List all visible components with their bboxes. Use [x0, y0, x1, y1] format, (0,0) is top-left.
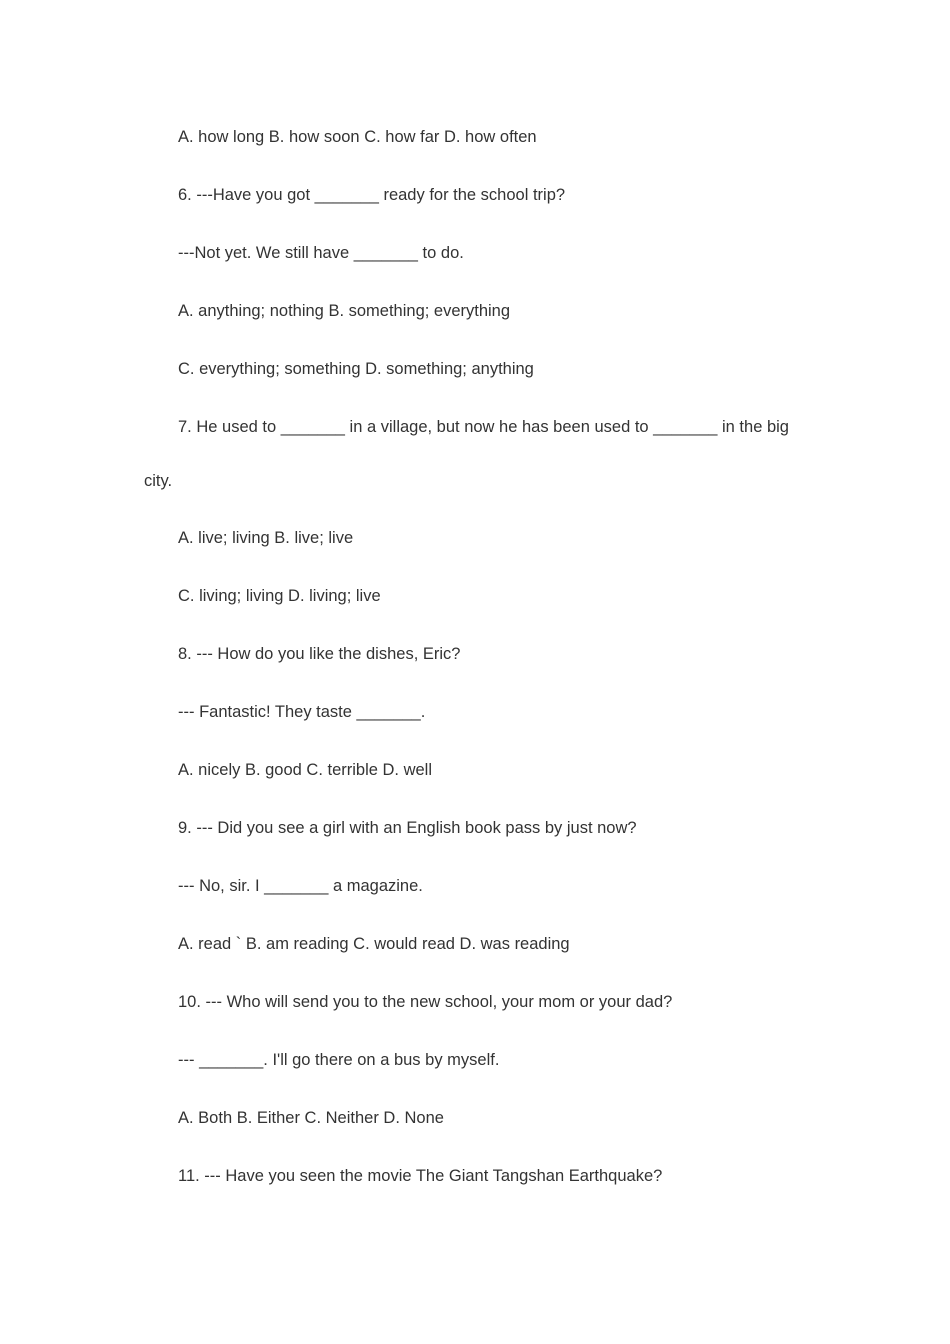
q10-options: A. Both B. Either C. Neither D. None: [178, 1109, 444, 1127]
q5-options: A. how long B. how soon C. how far D. how often: [178, 128, 537, 146]
q8-response: --- Fantastic! They taste _______.: [178, 703, 426, 721]
q10-question: 10. --- Who will send you to the new school, your mom or your dad?: [178, 993, 673, 1011]
q7-question-continued: city.: [144, 472, 173, 490]
q9-options: A. read ` B. am reading C. would read D. was reading: [178, 935, 570, 953]
q7-options-ab: A. live; living B. live; live: [178, 529, 354, 547]
q6-options-ab: A. anything; nothing B. something; everything: [178, 302, 511, 320]
q7-options-cd: C. living; living D. living; live: [178, 587, 381, 605]
q8-options: A. nicely B. good C. terrible D. well: [178, 761, 433, 779]
q6-question: 6. ---Have you got _______ ready for the school trip?: [178, 186, 566, 204]
q9-response: --- No, sir. I _______ a magazine.: [178, 877, 423, 895]
q11-question: 11. --- Have you seen the movie The Giant Tangshan Earthquake?: [178, 1167, 663, 1185]
q7-question: 7. He used to _______ in a village, but now he has been used to _______ in the big: [178, 418, 789, 436]
q6-options-cd: C. everything; something D. something; anything: [178, 360, 534, 378]
q8-question: 8. --- How do you like the dishes, Eric?: [178, 645, 461, 663]
q9-question: 9. --- Did you see a girl with an English book pass by just now?: [178, 819, 637, 837]
q6-response: ---Not yet. We still have _______ to do.: [178, 244, 464, 262]
q10-response: --- _______. I'll go there on a bus by myself.: [178, 1051, 500, 1069]
